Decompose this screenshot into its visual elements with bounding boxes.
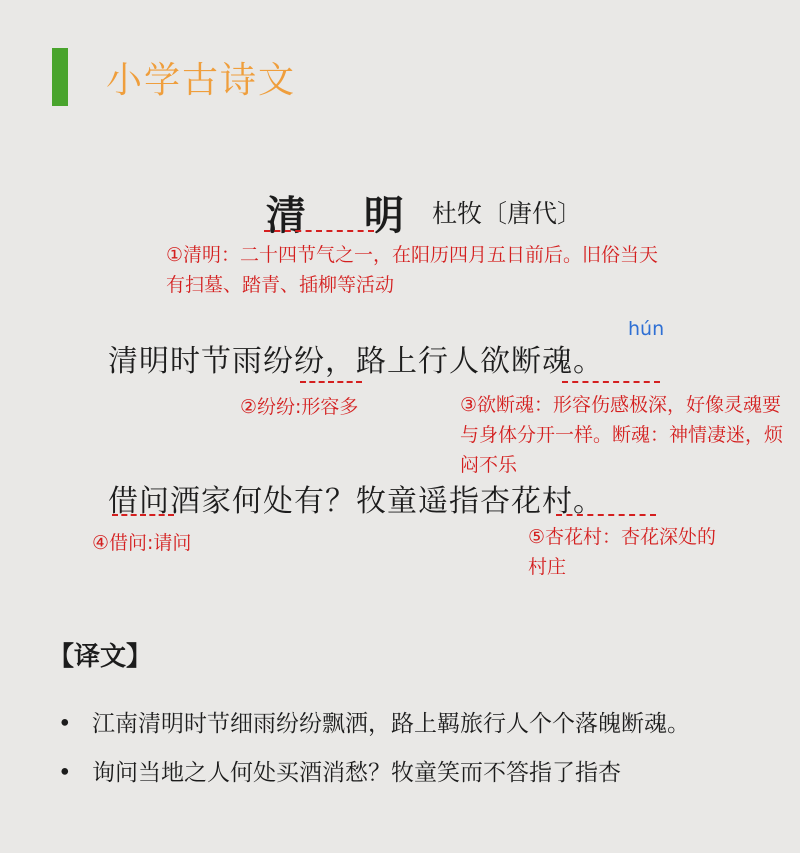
underline-fenfen bbox=[300, 381, 362, 383]
poem-title: 清 明 bbox=[266, 192, 426, 239]
note-4: ④借问:请问 bbox=[92, 532, 192, 554]
underline-xinghuacun bbox=[556, 514, 656, 516]
list-item bbox=[58, 700, 758, 749]
bullet-icon: • bbox=[58, 711, 72, 737]
list-item bbox=[58, 749, 758, 798]
poem-line-1: 清明时节雨纷纷，路上行人欲断魂。 bbox=[108, 344, 604, 379]
note-3: ③欲断魂：形容伤感极深，好像灵魂要与身体分开一样。断魂：神情凄迷，烦闷不乐 bbox=[460, 394, 784, 476]
translation-list bbox=[58, 700, 758, 798]
poem-author: 杜牧〔唐代〕 bbox=[432, 199, 583, 228]
title-underline bbox=[264, 230, 374, 232]
pinyin-annotation: hún bbox=[628, 318, 665, 340]
header-accent-bar bbox=[52, 48, 68, 106]
note-2: ②纷纷:形容多 bbox=[240, 396, 359, 418]
underline-yuduanhun bbox=[562, 381, 660, 383]
page-title: 小学古诗文 bbox=[106, 60, 297, 101]
bullet-icon: • bbox=[58, 760, 72, 786]
note-1: ①清明：二十四节气之一，在阳历四月五日前后。旧俗当天有扫墓、踏青、插柳等活动 bbox=[166, 244, 659, 296]
translation-heading: 【译文】 bbox=[48, 642, 153, 672]
translation-text: 江南清明时节细雨纷纷飘洒，路上羁旅行人个个落魄断魂。 bbox=[92, 711, 690, 737]
translation-text: 询问当地之人何处买酒消愁？牧童笑而不答指了指杏 bbox=[92, 760, 621, 786]
poem-line-2: 借问酒家何处有？牧童遥指杏花村。 bbox=[108, 484, 604, 519]
note-5: ⑤杏花村：杏花深处的村庄 bbox=[528, 526, 717, 578]
underline-jiewen bbox=[112, 514, 174, 516]
